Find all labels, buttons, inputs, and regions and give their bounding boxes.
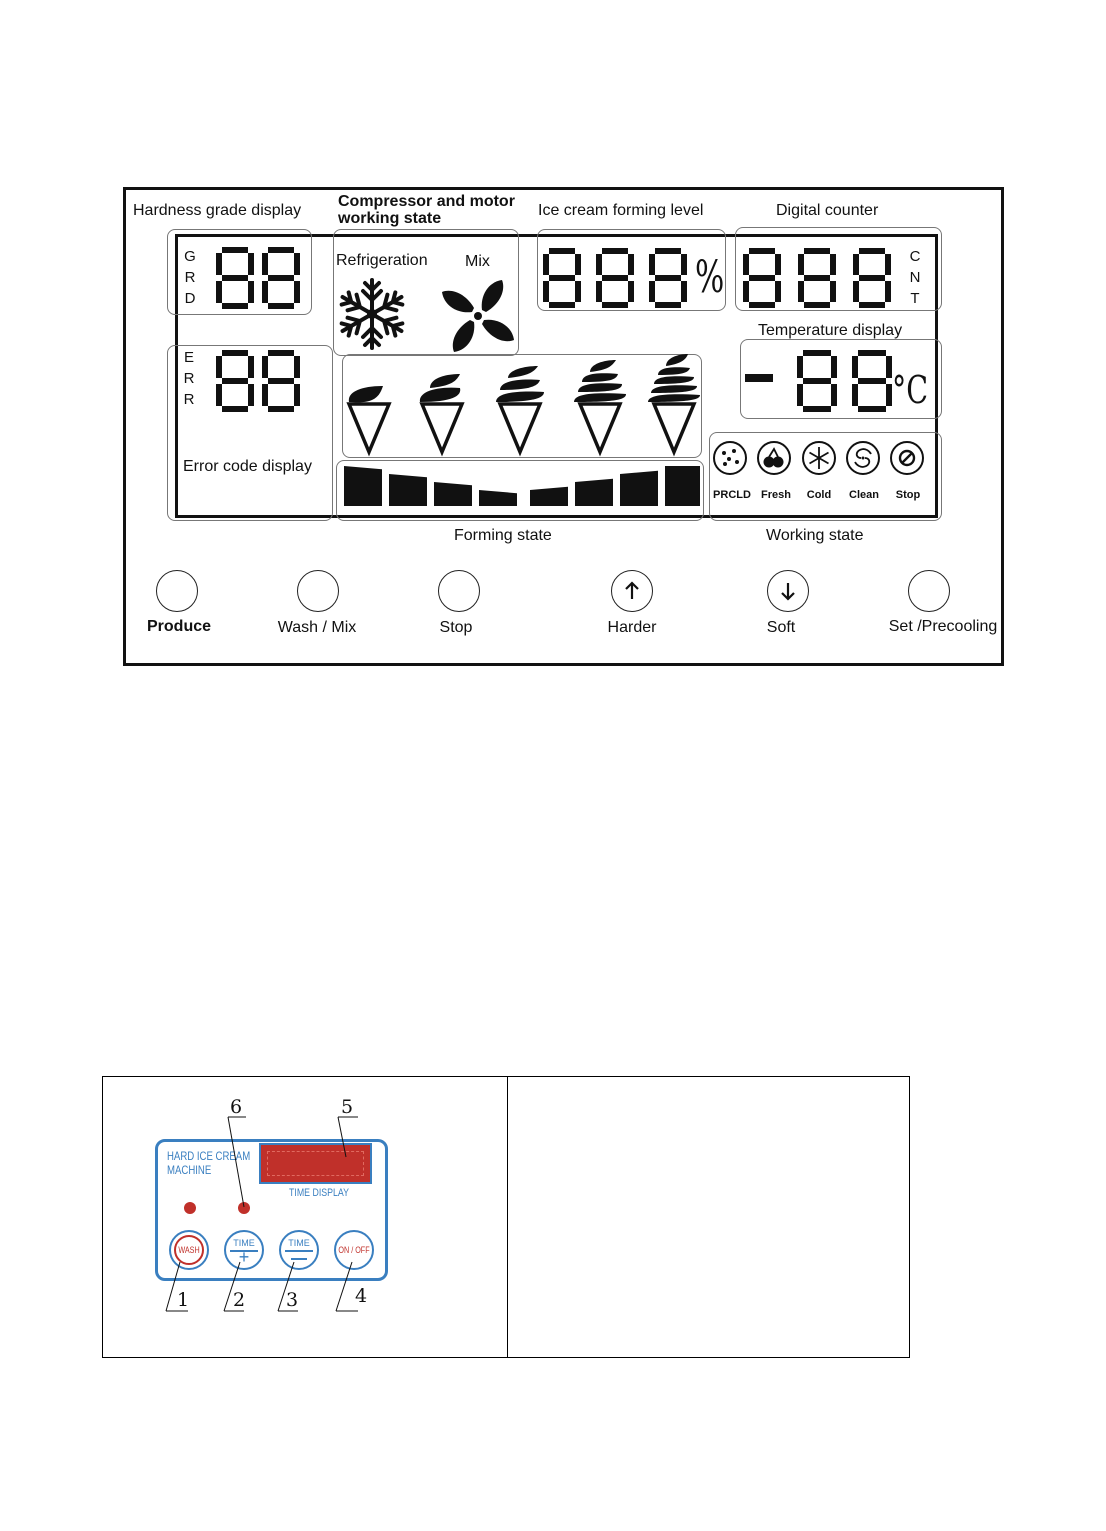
cone-1-icon	[349, 386, 389, 452]
digit-segment	[248, 281, 254, 303]
wash-mix-button[interactable]	[297, 570, 339, 612]
seven-segment-digit	[262, 247, 300, 309]
digit-segment	[804, 275, 830, 281]
forming-bar	[665, 466, 700, 506]
digit-segment	[649, 254, 655, 275]
digit-segment	[831, 384, 837, 406]
digit-segment	[858, 406, 886, 412]
digit-segment	[602, 302, 628, 308]
grd-letters	[183, 246, 197, 309]
percent-sign: %	[695, 252, 725, 303]
cnt-letter: N	[909, 269, 921, 286]
digit-segment	[262, 356, 268, 378]
digit-segment	[602, 248, 628, 254]
digit-segment	[853, 281, 859, 302]
digit-segment	[575, 254, 581, 275]
callout-6: 6	[230, 1096, 243, 1118]
digit-segment	[294, 384, 300, 406]
cnt-letter: T	[910, 290, 920, 307]
digit-segment	[749, 248, 775, 254]
digit-segment	[549, 248, 575, 254]
digit-segment	[775, 281, 781, 302]
forming-bar	[479, 490, 517, 506]
digit-segment	[549, 275, 575, 281]
digit-segment	[628, 254, 634, 275]
seven-segment-digit	[262, 350, 300, 412]
cone-2-icon	[420, 374, 462, 452]
seven-segment-digit	[798, 248, 836, 308]
digit-segment	[216, 253, 222, 275]
time-plus-button-label: TIME	[233, 1238, 255, 1248]
snowflake-icon	[334, 276, 410, 352]
set-precooling-button-label: Set /Precooling	[888, 618, 998, 635]
arrow-up-icon	[612, 571, 652, 611]
seven-segment-digit	[216, 350, 254, 412]
digit-segment	[216, 356, 222, 378]
cnt-letters	[908, 246, 922, 309]
snowflake-icon	[801, 440, 837, 476]
seven-segment-digit	[543, 248, 581, 308]
digit-segment	[268, 303, 294, 309]
level-digits-display	[541, 246, 701, 310]
harder-button[interactable]	[611, 570, 653, 612]
callout-5: 5	[341, 1096, 354, 1118]
digit-segment	[655, 302, 681, 308]
digit-segment	[268, 275, 294, 281]
digit-segment	[804, 248, 830, 254]
digit-segment	[749, 302, 775, 308]
time-minus-button-label: TIME	[288, 1238, 310, 1248]
temp-minus	[745, 374, 773, 382]
mix-label: Mix	[465, 253, 490, 270]
control-panel-title-line1: HARD ICE CREAM	[167, 1149, 251, 1163]
digit-segment	[649, 281, 655, 302]
working-state-cold-label: Cold	[806, 489, 832, 501]
working-state-stop-label: Stop	[895, 489, 921, 501]
counter-label: Digital counter	[776, 202, 879, 219]
wash-mix-button-label: Wash / Mix	[277, 619, 357, 636]
callout-3: 3	[286, 1289, 299, 1311]
callout-4: 4	[355, 1285, 368, 1307]
forming-bar	[434, 482, 472, 506]
cone-3-icon	[496, 366, 544, 452]
digit-segment	[797, 384, 803, 406]
control-panel-title-line2: MACHINE	[167, 1163, 212, 1177]
digit-segment	[803, 406, 831, 412]
working-state-prcld-label: PRCLD	[713, 489, 751, 501]
arrow-down-icon	[768, 571, 808, 611]
soft-button-label: Soft	[766, 619, 796, 636]
err-letter: R	[183, 370, 195, 387]
err-letter: R	[183, 391, 195, 408]
digit-segment	[830, 254, 836, 275]
digit-segment	[268, 247, 294, 253]
digit-segment	[575, 281, 581, 302]
refrigeration-label: Refrigeration	[336, 252, 428, 269]
swirl-icon	[845, 440, 881, 476]
cnt-letter: C	[909, 248, 921, 265]
set-precooling-button[interactable]	[908, 570, 950, 612]
fan-icon	[437, 277, 519, 355]
digit-segment	[885, 254, 891, 275]
digit-segment	[596, 281, 602, 302]
digit-segment	[831, 356, 837, 378]
digit-segment	[248, 356, 254, 378]
digit-segment	[830, 281, 836, 302]
digit-segment	[803, 350, 831, 356]
digit-segment	[681, 281, 687, 302]
err-letters	[182, 347, 196, 410]
callout-1: 1	[177, 1289, 190, 1311]
digit-segment	[859, 248, 885, 254]
stop-button-label: Stop	[439, 619, 473, 636]
digit-segment	[248, 253, 254, 275]
compressor-label-line1: Compressor and motor	[338, 193, 515, 210]
forming-bar	[620, 471, 658, 506]
digit-segment	[596, 254, 602, 275]
digit-segment	[885, 281, 891, 302]
digit-segment	[775, 254, 781, 275]
digit-segment	[858, 378, 886, 384]
digit-segment	[858, 350, 886, 356]
temperature-label: Temperature display	[758, 322, 903, 339]
digit-segment	[222, 247, 248, 253]
forming-state-label: Forming state	[454, 527, 552, 544]
grd-letter: G	[184, 248, 196, 265]
working-state-icons	[712, 440, 940, 508]
table-divider	[507, 1077, 508, 1357]
digit-segment	[216, 281, 222, 303]
digit-segment	[222, 303, 248, 309]
digit-segment	[294, 253, 300, 275]
digit-segment	[749, 275, 775, 281]
seven-segment-digit	[853, 248, 891, 308]
digit-segment	[852, 384, 858, 406]
callout-lines	[150, 1095, 410, 1320]
err-digits-display	[214, 348, 314, 414]
digit-segment	[853, 254, 859, 275]
seven-segment-digit	[743, 248, 781, 308]
forming-bar	[344, 466, 382, 506]
time-plus-button[interactable]: TIME +	[224, 1230, 264, 1270]
digit-segment	[803, 378, 831, 384]
digit-segment	[549, 302, 575, 308]
wash-button-label: WASH	[178, 1245, 200, 1255]
stop-icon	[889, 440, 925, 476]
digit-segment	[543, 281, 549, 302]
digit-segment	[798, 254, 804, 275]
digit-segment	[262, 384, 268, 406]
seven-segment-digit	[797, 350, 837, 412]
digit-segment	[655, 275, 681, 281]
forming-bar	[530, 487, 568, 506]
digit-segment	[216, 384, 222, 406]
digit-segment	[543, 254, 549, 275]
digit-segment	[294, 356, 300, 378]
counter-digits-display	[741, 246, 901, 310]
digit-segment	[268, 406, 294, 412]
digit-segment	[222, 406, 248, 412]
digit-segment	[262, 253, 268, 275]
callout-2: 2	[233, 1289, 246, 1311]
digit-segment	[268, 350, 294, 356]
on-off-button-label: ON / OFF	[338, 1245, 370, 1255]
digit-segment	[859, 275, 885, 281]
produce-button[interactable]	[156, 570, 198, 612]
forming-cones	[344, 352, 704, 458]
working-state-clean-label: Clean	[849, 489, 879, 501]
seven-segment-digit	[596, 248, 634, 308]
grd-letter: D	[184, 290, 196, 307]
harder-button-label: Harder	[607, 619, 657, 636]
time-display-label: TIME DISPLAY	[289, 1187, 349, 1199]
working-state-label: Working state	[766, 527, 864, 544]
cone-5-icon	[648, 354, 700, 452]
digit-segment	[222, 350, 248, 356]
digit-segment	[268, 378, 294, 384]
seven-segment-digit	[852, 350, 892, 412]
err-letter: E	[183, 349, 194, 366]
digit-segment	[852, 356, 858, 378]
produce-button-label: Produce	[146, 618, 212, 635]
compressor-label-line2: working state	[338, 210, 442, 227]
forming-state-bars	[344, 466, 700, 510]
hardness-label: Hardness grade display	[133, 202, 302, 219]
digit-segment	[628, 281, 634, 302]
dots-icon	[712, 440, 748, 476]
digit-segment	[262, 281, 268, 303]
digit-segment	[222, 275, 248, 281]
digit-segment	[797, 356, 803, 378]
grd-letter: R	[184, 269, 196, 286]
cherry-icon	[756, 440, 792, 476]
forming-level-label: Ice cream forming level	[538, 202, 704, 219]
digit-segment	[655, 248, 681, 254]
digit-segment	[248, 384, 254, 406]
seven-segment-digit	[649, 248, 687, 308]
stop-button[interactable]	[438, 570, 480, 612]
digit-segment	[743, 254, 749, 275]
grd-digits-display	[214, 245, 314, 311]
temp-digits-display	[795, 348, 900, 414]
digit-segment	[222, 378, 248, 384]
digit-segment	[602, 275, 628, 281]
digit-segment	[804, 302, 830, 308]
forming-bar	[389, 474, 427, 506]
working-state-fresh-label: Fresh	[761, 489, 791, 501]
seven-segment-digit	[216, 247, 254, 309]
digit-segment	[798, 281, 804, 302]
forming-bar	[575, 479, 613, 506]
digit-segment	[294, 281, 300, 303]
temp-unit: °C	[892, 368, 929, 412]
error-label: Error code display	[183, 458, 312, 475]
digit-segment	[681, 254, 687, 275]
soft-button[interactable]	[767, 570, 809, 612]
digit-segment	[743, 281, 749, 302]
cone-4-icon	[574, 360, 626, 452]
digit-segment	[859, 302, 885, 308]
